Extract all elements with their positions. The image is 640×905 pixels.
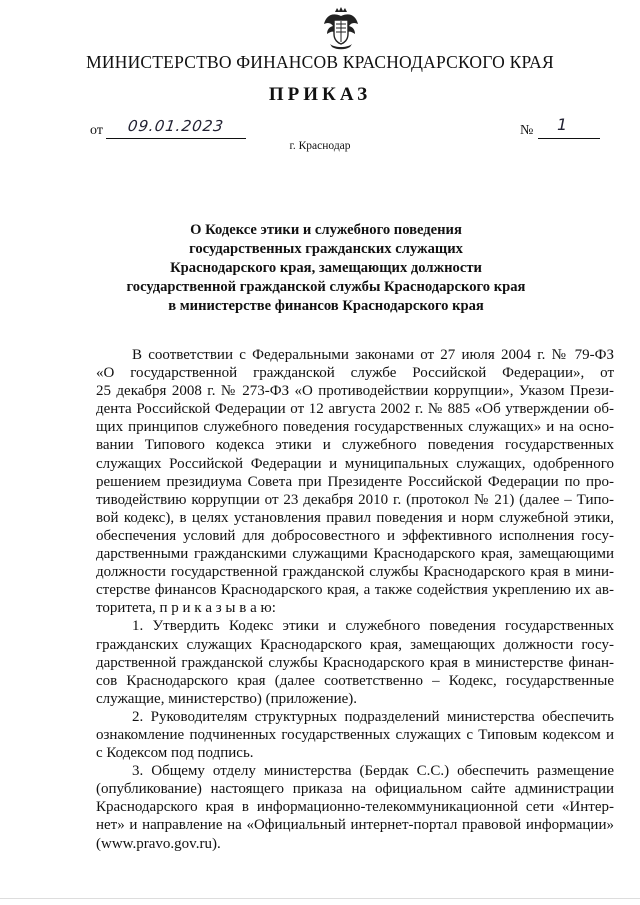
subject-line: государственных гражданских служащих [189, 241, 463, 257]
body-line: сов Краснодарского края (далее соответственно – Кодекс, государственные [96, 672, 614, 689]
body-line: тиводействию коррупции от 23 декабря 2010 г. (протокол № 21) (далее – Типо- [96, 491, 614, 508]
document-type-title: ПРИКАЗ [268, 84, 372, 105]
body-line: нет» и направление на «Официальный интернет-портал правовой информации» [96, 817, 614, 834]
number-prefix: № [520, 123, 534, 138]
subject-line: Краснодарского края, замещающих должности [170, 260, 482, 276]
item-3-paragraph [96, 762, 614, 852]
body-line: вании Типового кодекса этики и служебного поведения государственных [96, 437, 614, 454]
handwritten-date: 09.01.2023 [126, 117, 226, 135]
subject-line: государственной гражданской службы Краснодарского края [126, 279, 526, 295]
page-bottom-edge [0, 898, 640, 899]
body-line: 2. Руководителям структурных подразделений министерства обеспечить [132, 708, 614, 725]
body-line: 1. Утвердить Кодекс этики и служебного поведения государственных [132, 618, 614, 635]
preamble-paragraph [96, 346, 614, 617]
body-line: решением президиума Совета при Президенте Российской Федерации по про- [96, 473, 614, 490]
body-line: «О государственной гражданской службе Российской Федерации», от [96, 365, 614, 382]
item-1-paragraph [96, 617, 614, 707]
subject-line: в министерстве финансов Краснодарского края [168, 298, 484, 314]
subject-line: О Кодексе этики и служебного поведения [190, 222, 462, 238]
body-line: (опубликование) настоящего приказа на официальном сайте администрации [96, 781, 614, 798]
body-line: Краснодарского края в информационно-телекоммуникационной сети «Интер- [96, 799, 614, 816]
body-line: должности государственной гражданской службы Краснодарского края в мини- [96, 564, 614, 581]
body-line: дента Российской Федерации от 12 августа 2002 г. № 885 «Об утверждении об- [96, 401, 614, 418]
body-line: гражданских служащих Краснодарского края, замещающих должности госу- [96, 636, 614, 653]
coat-of-arms-emblem [322, 6, 360, 50]
date-prefix: от [90, 123, 103, 138]
order-subject [96, 221, 556, 316]
body-line: 25 декабря 2008 г. № 273-ФЗ «О противодействии коррупции», Указом Прези- [96, 383, 614, 400]
body-line: (www.pravo.gov.ru). [96, 835, 221, 852]
body-line: В соответствии с Федеральными законами от 27 июля 2004 г. № 79-ФЗ [132, 347, 614, 363]
body-line: служащие, министерство) (приложение). [96, 690, 358, 707]
body-line: с Кодексом под подпись. [96, 745, 254, 762]
body-line: стерстве финансов Краснодарского края, а также содействия укреплению их ав- [96, 582, 614, 599]
body-line: служащих Российской Федерации и муниципальных служащих, одобренного [96, 455, 614, 472]
body-line: дарственными гражданскими служащими Краснодарского края, замещающими [96, 546, 614, 563]
body-line: дарственной гражданской службы Краснодарского края в министерстве финан- [96, 654, 614, 671]
body-line: 3. Общему отделу министерства (Бердак С.С.) обеспечить размещение [132, 763, 614, 780]
handwritten-number: 1 [557, 115, 568, 134]
body-line: щих принципов служебного поведения государственных служащих» и на осно- [96, 419, 614, 436]
body-line: торитета, п р и к а з ы в а ю: [96, 600, 276, 617]
body-line: вой кодекс), в целях установления правил поведения и норм служебной этики, [96, 509, 614, 526]
ministry-name: МИНИСТЕРСТВО ФИНАНСОВ КРАСНОДАРСКОГО КРАЯ [86, 52, 554, 72]
order-body [96, 346, 614, 853]
date-underline [106, 138, 246, 139]
item-2-paragraph [96, 708, 614, 762]
city-name: г. Краснодар [289, 140, 351, 152]
body-line: обеспечения условий для добросовестного и эффективного исполнения госу- [96, 527, 614, 544]
number-underline [538, 138, 600, 139]
body-line: ознакомление подчиненных государственных служащих с Типовым кодексом и [96, 726, 614, 743]
